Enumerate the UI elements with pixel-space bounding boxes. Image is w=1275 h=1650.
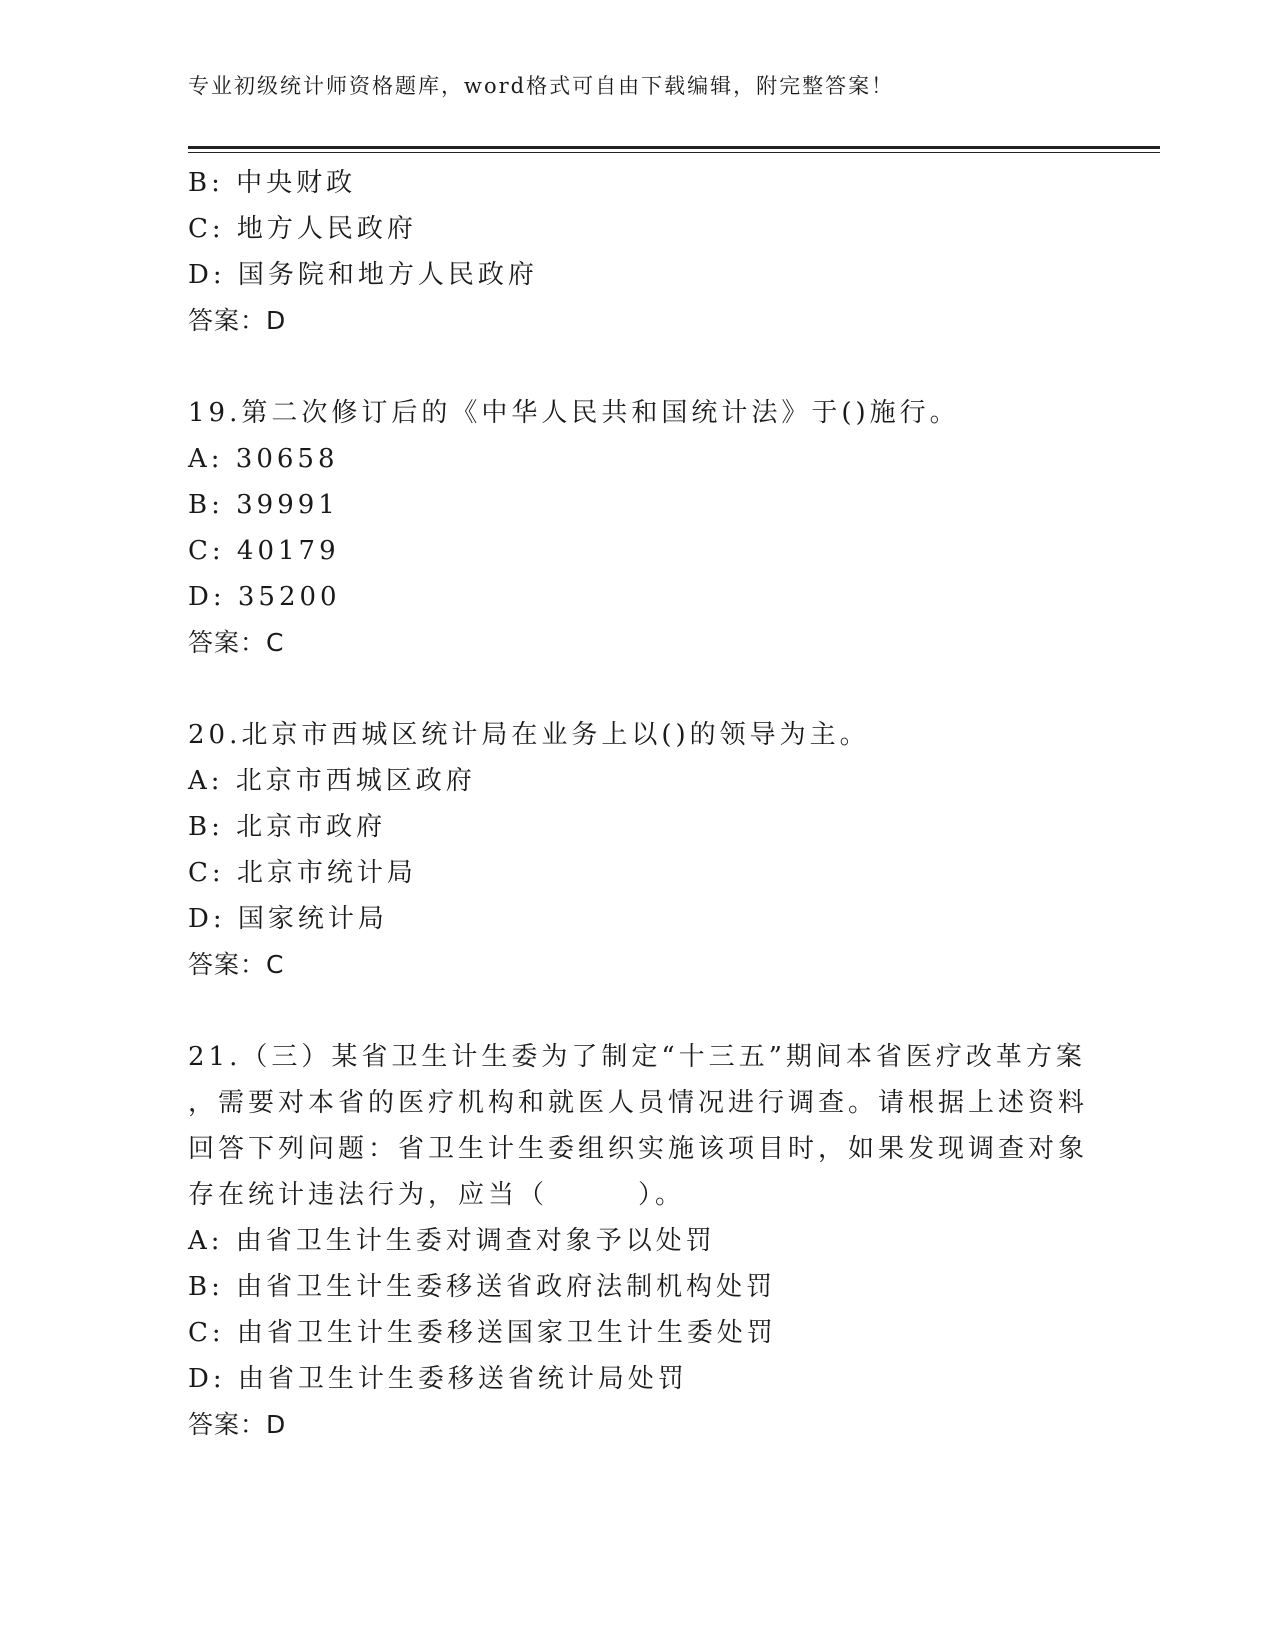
header-rule-thin bbox=[188, 152, 1160, 153]
option-b: B: 39991 bbox=[188, 490, 339, 520]
answer-label: 答案：C bbox=[188, 628, 285, 657]
question-stem-line-3: 回答下列问题：省卫生计生委组织实施该项目时，如果发现调查对象 bbox=[188, 1134, 1089, 1164]
question-21 bbox=[188, 1034, 1088, 1448]
option-a: A: 30658 bbox=[188, 444, 339, 474]
option-c: C: 北京市统计局 bbox=[188, 858, 417, 888]
question-20 bbox=[188, 712, 1088, 988]
option-d: D: 由省卫生计生委移送省统计局处罚 bbox=[188, 1364, 688, 1394]
option-a: A: 北京市西城区政府 bbox=[188, 766, 476, 796]
option-c: C: 地方人民政府 bbox=[188, 214, 417, 244]
answer-label: 答案：D bbox=[188, 306, 287, 335]
option-d: D: 35200 bbox=[188, 582, 341, 612]
option-c: C: 由省卫生计生委移送国家卫生计生委处罚 bbox=[188, 1318, 777, 1348]
question-stem-line-2: ，需要对本省的医疗机构和就医人员情况进行调查。请根据上述资料 bbox=[188, 1088, 1089, 1118]
answer-label: 答案：D bbox=[188, 1410, 287, 1439]
option-a: A: 由省卫生计生委对调查对象予以处罚 bbox=[188, 1226, 716, 1256]
question-19 bbox=[188, 390, 1088, 666]
page-header: 专业初级统计师资格题库，word格式可自由下载编辑，附完整答案！ bbox=[188, 74, 895, 98]
question-stem-line-4: 存在统计违法行为，应当（ ）。 bbox=[188, 1180, 686, 1210]
option-b: B: 中央财政 bbox=[188, 168, 357, 198]
question-stem-line-1: 21.（三）某省卫生计生委为了制定“十三五”期间本省医疗改革方案 bbox=[188, 1042, 1086, 1072]
question-stem: 20.北京市西城区统计局在业务上以()的领导为主。 bbox=[188, 720, 870, 750]
option-c: C: 40179 bbox=[188, 536, 340, 566]
question-stem: 19.第二次修订后的《中华人民共和国统计法》于()施行。 bbox=[188, 398, 960, 428]
question-content bbox=[188, 160, 1088, 1448]
header-rule-thick bbox=[188, 146, 1160, 149]
option-d: D: 国务院和地方人民政府 bbox=[188, 260, 538, 290]
question-fragment bbox=[188, 160, 1088, 344]
answer-label: 答案：C bbox=[188, 950, 285, 979]
option-b: B: 北京市政府 bbox=[188, 812, 387, 842]
option-b: B: 由省卫生计生委移送省政府法制机构处罚 bbox=[188, 1272, 777, 1302]
option-d: D: 国家统计局 bbox=[188, 904, 388, 934]
